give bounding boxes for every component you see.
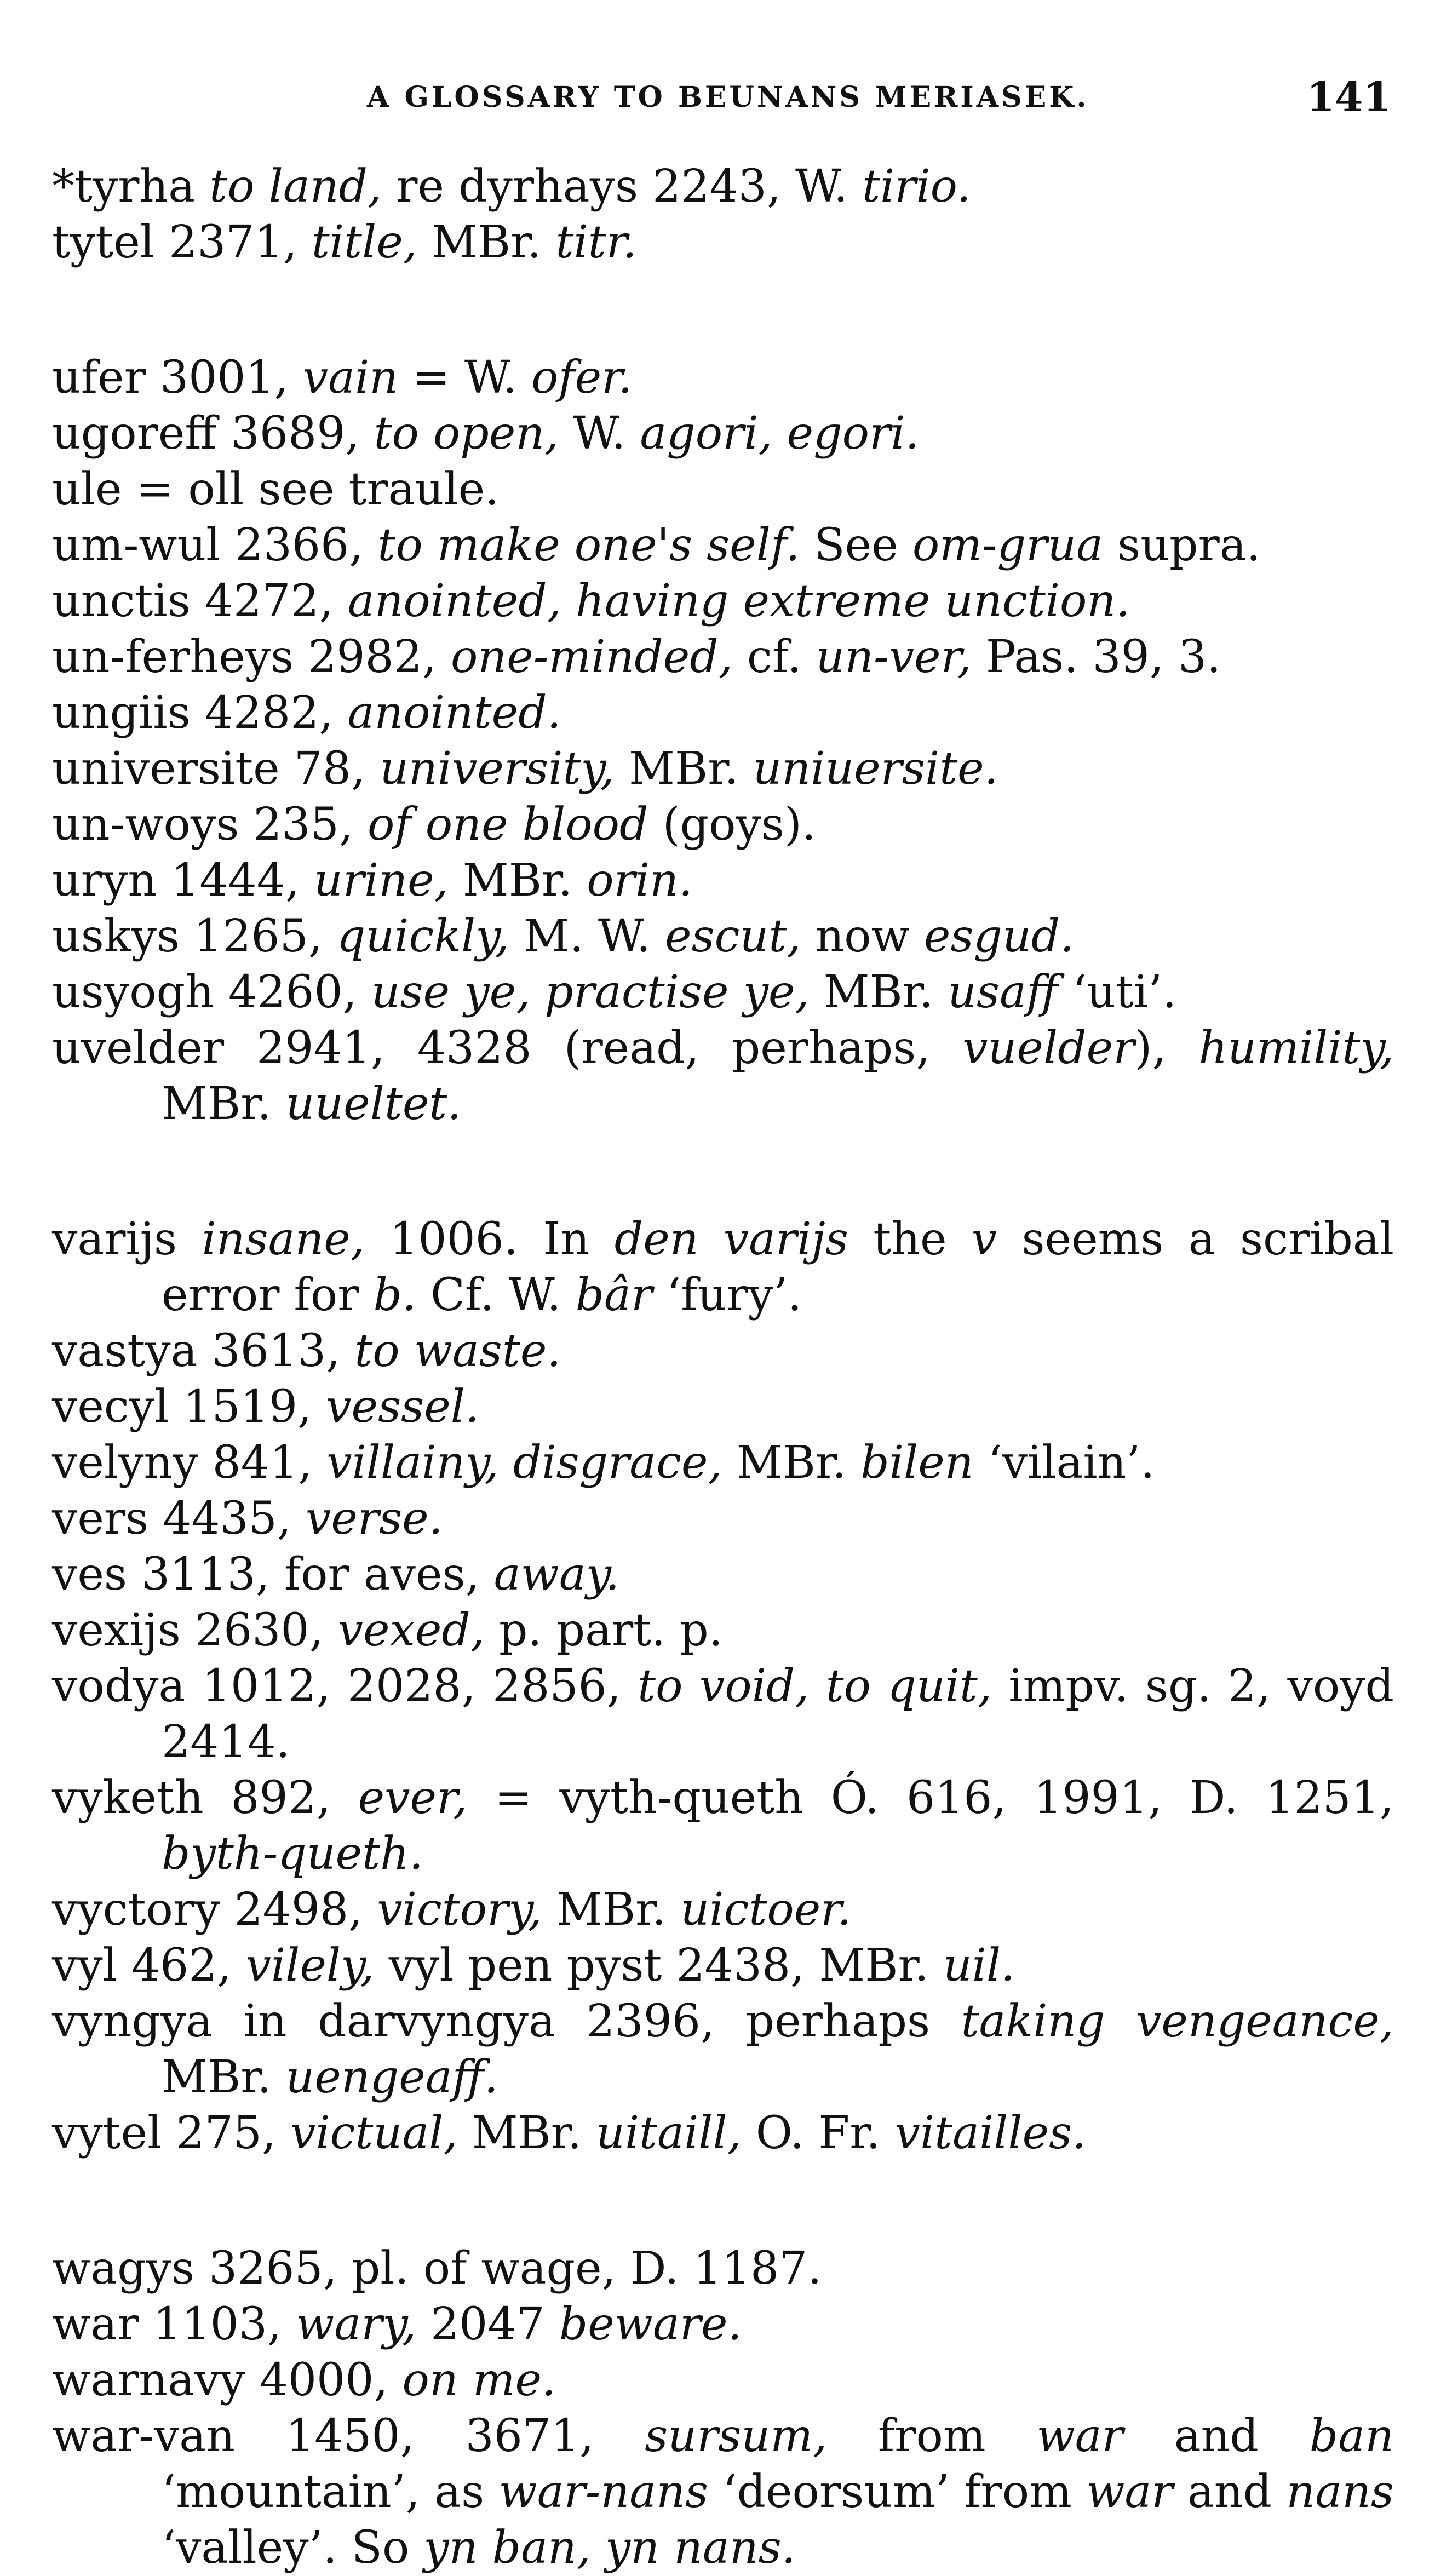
glossary-entry <box>52 1020 1394 1132</box>
entry-gloss: agori, egori. <box>640 408 920 460</box>
entry-text: un-ferheys 2982, <box>52 631 451 683</box>
entry-text: O. Fr. <box>741 2107 895 2159</box>
glossary-entry <box>52 797 1394 853</box>
entry-gloss: vuelder <box>962 1022 1135 1074</box>
glossary-entry <box>52 406 1394 462</box>
glossary-entry <box>52 1212 1394 1323</box>
entry-text: MBr. <box>162 1078 286 1130</box>
entry-gloss: anointed, having extreme unction. <box>347 575 1130 627</box>
entry-gloss: uengeaff. <box>285 2051 498 2103</box>
entry-gloss: uil. <box>943 1940 1015 1992</box>
glossary-entry <box>52 1379 1394 1435</box>
entry-text: ugoreff 3689, <box>52 408 374 460</box>
entry-text: un-woys 235, <box>52 799 368 851</box>
entry-gloss: urine, <box>314 854 449 907</box>
glossary-entry <box>52 1770 1394 1882</box>
entry-gloss: esgud. <box>923 910 1075 962</box>
entry-text: um-wul 2366, <box>52 519 378 571</box>
entry-gloss: taking vengeance, <box>961 1995 1394 2047</box>
entry-text: usyogh 4260, <box>52 966 371 1018</box>
entry-gloss: of one blood <box>368 799 648 851</box>
entry-gloss: beware. <box>559 2298 742 2350</box>
glossary-entry <box>52 1491 1394 1547</box>
entry-text: vyl 462, <box>52 1940 246 1992</box>
entry-text: ‘uti’. <box>1058 966 1177 1018</box>
entry-text: re dyrhays 2243, W. <box>382 160 863 213</box>
entry-text: *tyrha <box>52 160 210 213</box>
entry-gloss: un-ver, <box>816 631 972 683</box>
entry-gloss: vessel. <box>326 1381 480 1433</box>
entry-gloss: uitaill, <box>596 2107 742 2159</box>
entry-gloss: on me. <box>402 2354 556 2406</box>
entry-text: MBr. <box>457 2107 596 2159</box>
entry-gloss: escut, <box>665 910 801 962</box>
entry-text: from <box>827 2410 1037 2462</box>
entry-text: cf. <box>732 631 816 683</box>
entry-gloss: uueltet. <box>285 1078 462 1130</box>
entry-gloss: sursum, <box>645 2410 828 2462</box>
glossary-entry <box>52 2105 1394 2161</box>
entry-text: p. part. p. <box>484 1604 723 1656</box>
entry-gloss: ban <box>1309 2410 1394 2462</box>
entry-gloss: to land, <box>209 160 382 213</box>
section-t <box>52 159 1394 271</box>
glossary-entry <box>52 159 1394 215</box>
entry-text: vers 4435, <box>52 1493 306 1545</box>
entry-gloss: om-grua <box>912 519 1104 571</box>
entry-text: ufer 3001, <box>52 352 303 404</box>
glossary-entry <box>52 741 1394 797</box>
entry-text: MBr. <box>162 2051 286 2103</box>
entry-text: ), <box>1134 1022 1199 1074</box>
entry-gloss: to void, to quit, <box>638 1660 992 1712</box>
entry-gloss: tirio. <box>862 160 971 213</box>
entry-text: ‘mountain’, as <box>162 2466 499 2518</box>
entry-text: ‘valley’. So <box>162 2522 424 2574</box>
entry-gloss: title, <box>311 216 417 268</box>
glossary-body <box>52 159 1394 2576</box>
entry-gloss: vexed, <box>337 1604 485 1656</box>
entry-text: vyctory 2498, <box>52 1884 377 1936</box>
entry-text: vecyl 1519, <box>52 1381 326 1433</box>
entry-text: 2047 <box>416 2298 559 2350</box>
entry-text: uvelder 2941, 4328 (read, perhaps, <box>52 1022 963 1074</box>
entry-text: tytel 2371, <box>52 216 312 268</box>
glossary-entry <box>52 1603 1394 1659</box>
entry-gloss: ofer. <box>531 352 633 404</box>
entry-gloss: to make one's self. <box>377 519 800 571</box>
entry-text: vytel 275, <box>52 2107 291 2159</box>
glossary-entry <box>52 573 1394 629</box>
entry-gloss: war <box>1086 2466 1173 2518</box>
glossary-entry <box>52 350 1394 406</box>
entry-text: universite 78, <box>52 743 380 795</box>
entry-gloss: den varijs <box>614 1213 848 1265</box>
glossary-entry <box>52 462 1394 518</box>
entry-text: vodya 1012, 2028, 2856, <box>52 1660 638 1712</box>
entry-gloss: nans <box>1286 2466 1394 2518</box>
entry-gloss: villainy, disgrace, <box>326 1437 722 1489</box>
entry-text: wagys 3265, pl. of wage, D. 1187. <box>52 2242 822 2294</box>
entry-gloss: war <box>1036 2410 1123 2462</box>
entry-gloss: bâr <box>575 1269 653 1321</box>
entry-text: supra. <box>1103 519 1261 571</box>
entry-text: uryn 1444, <box>52 854 314 907</box>
entry-text: 1006. In <box>364 1213 615 1265</box>
entry-gloss: one-minded, <box>451 631 733 683</box>
glossary-entry <box>52 685 1394 741</box>
glossary-entry <box>52 215 1394 271</box>
glossary-entry <box>52 1323 1394 1379</box>
entry-gloss: b. <box>373 1269 417 1321</box>
entry-gloss: university, <box>380 743 615 795</box>
glossary-entry <box>52 1435 1394 1491</box>
glossary-entry <box>52 1659 1394 1770</box>
entry-gloss: orin. <box>587 854 693 907</box>
glossary-entry <box>52 1882 1394 1938</box>
entry-gloss: uniuersite. <box>753 743 998 795</box>
entry-text: vyketh 892, <box>52 1772 358 1824</box>
entry-text: varijs <box>52 1213 202 1265</box>
entry-text: ungiis 4282, <box>52 687 348 739</box>
entry-text: W. <box>559 408 640 460</box>
entry-gloss: insane, <box>202 1213 365 1265</box>
glossary-entry <box>52 629 1394 685</box>
entry-text: ves 3113, for aves, <box>52 1548 494 1600</box>
entry-gloss: bilen <box>860 1437 974 1489</box>
entry-text: velyny 841, <box>52 1437 327 1489</box>
entry-text: ‘fury’. <box>652 1269 802 1321</box>
entry-gloss: to waste. <box>354 1325 561 1377</box>
entry-gloss: humility, <box>1198 1022 1394 1074</box>
entry-text: vexijs 2630, <box>52 1604 338 1656</box>
entry-text: MBr. <box>722 1437 861 1489</box>
entry-text: war 1103, <box>52 2298 296 2350</box>
entry-text: MBr. <box>614 743 753 795</box>
entry-text: unctis 4272, <box>52 575 348 627</box>
entry-gloss: quickly, <box>336 910 509 962</box>
entry-gloss: wary, <box>296 2298 416 2350</box>
entry-text: vyl pen pyst 2438, MBr. <box>374 1940 943 1992</box>
glossary-entry <box>52 2241 1394 2297</box>
entry-text: uskys 1265, <box>52 910 337 962</box>
entry-text: ‘vilain’. <box>973 1437 1155 1489</box>
glossary-entry <box>52 1938 1394 1994</box>
entry-gloss: byth-queth. <box>162 1828 423 1880</box>
entry-gloss: uictoer. <box>680 1884 852 1936</box>
page-number: 141 <box>1306 74 1391 121</box>
entry-text: seems a scribal error for <box>162 1213 1394 1321</box>
entry-gloss: anointed. <box>347 687 561 739</box>
entry-text: now <box>801 910 924 962</box>
entry-text: = W. <box>398 352 531 404</box>
entry-text: and <box>1173 2466 1287 2518</box>
entry-text: MBr. <box>542 1884 681 1936</box>
entry-text: Cf. W. <box>416 1269 576 1321</box>
entry-gloss: to open, <box>374 408 559 460</box>
entry-text: Pas. 39, 3. <box>971 631 1221 683</box>
entry-gloss: vitailles. <box>894 2107 1087 2159</box>
entry-gloss: war-nans <box>498 2466 709 2518</box>
entry-text: See <box>800 519 912 571</box>
running-title: A GLOSSARY TO BEUNANS MERIASEK. <box>367 81 1089 114</box>
glossary-entry <box>52 853 1394 909</box>
entry-text: ule = oll see traule. <box>52 463 500 515</box>
entry-gloss: away. <box>493 1548 620 1600</box>
entry-text: ‘deorsum’ from <box>708 2466 1087 2518</box>
glossary-entry <box>52 909 1394 965</box>
entry-gloss: victory, <box>377 1884 542 1936</box>
entry-gloss: titr. <box>555 216 637 268</box>
entry-text: the <box>848 1213 972 1265</box>
entry-text: M. W. <box>509 910 665 962</box>
glossary-entry <box>52 965 1394 1020</box>
entry-text: vyngya in darvyngya 2396, perhaps <box>52 1995 961 2047</box>
glossary-entry <box>52 2408 1394 2576</box>
glossary-entry <box>52 1547 1394 1603</box>
entry-gloss: yn ban, yn nans. <box>423 2522 796 2574</box>
entry-text: (goys). <box>648 799 816 851</box>
entry-text: war-van 1450, 3671, <box>52 2410 645 2462</box>
entry-text: MBr. <box>448 854 587 907</box>
entry-gloss: verse. <box>306 1493 443 1545</box>
entry-gloss: v <box>971 1213 997 1265</box>
entry-gloss: usaff <box>948 966 1059 1018</box>
entry-text: vastya 3613, <box>52 1325 355 1377</box>
section-u <box>52 350 1394 1132</box>
entry-text: MBr. <box>809 966 948 1018</box>
entry-gloss: use ye, practise ye, <box>371 966 810 1018</box>
entry-text: and <box>1123 2410 1310 2462</box>
glossary-entry <box>52 1994 1394 2105</box>
entry-text: MBr. <box>417 216 556 268</box>
glossary-entry <box>52 518 1394 573</box>
entry-gloss: vain <box>302 352 399 404</box>
running-head <box>0 74 1435 123</box>
entry-gloss: victual, <box>290 2107 458 2159</box>
entry-gloss: vilely, <box>245 1940 375 1992</box>
entry-text: = vyth-queth Ó. 616, 1991, D. 1251, <box>467 1772 1394 1824</box>
section-v <box>52 1212 1394 2161</box>
entry-gloss: ever, <box>358 1772 468 1824</box>
entry-text: warnavy 4000, <box>52 2354 403 2406</box>
section-w <box>52 2241 1394 2576</box>
glossary-entry <box>52 2353 1394 2408</box>
glossary-entry <box>52 2297 1394 2353</box>
entry-text: impv. sg. 2, voyd 2414. <box>162 1660 1394 1768</box>
